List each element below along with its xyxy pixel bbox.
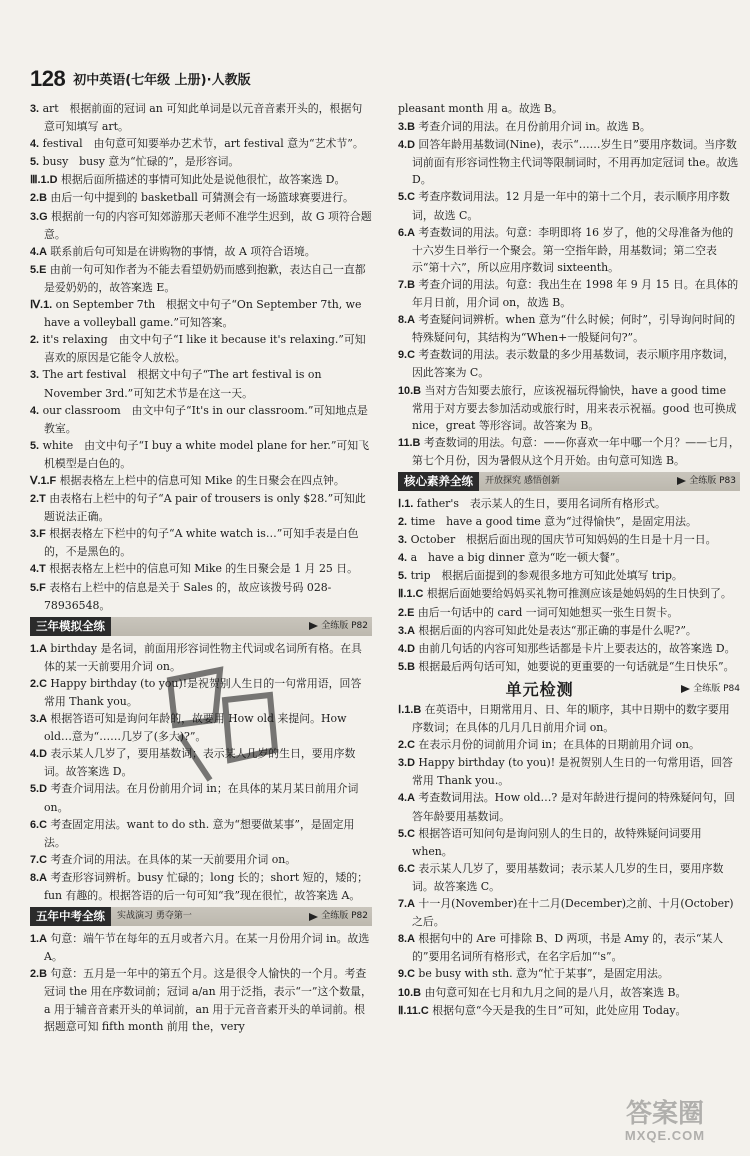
answer-number: Ⅰ.1.B <box>398 704 422 716</box>
answer-text: 考查数词的用法。句意：李明即将 16 岁了，他的父母准备为他的十六岁生日举行一个聚会。第一空指年龄，用基数词；第二空表示“第十六”，所以应用序数词 sixteenth。 <box>412 225 734 274</box>
answer-text: 考查数词的用法。句意：——你喜欢一年中哪一个月？——七月，第七个月份，因为暑假从这个月开始。由句意可知选 B。 <box>412 435 740 467</box>
answer-item <box>398 118 740 136</box>
answer-number: 3.A <box>398 624 415 637</box>
watermark-logo: 答案圈 <box>625 1098 704 1128</box>
answer-text: trip 根据后面提到的参观很多地方可知此处填写 trip。 <box>410 569 683 583</box>
answer-text: 根据表格左上栏中的信息可知 Mike 的生日聚会是 1 月 25 日。 <box>49 562 359 576</box>
answer-item <box>398 549 740 567</box>
section-title: 核心素养全练 <box>398 472 479 491</box>
answer-text: white 由文中句子“I buy a white model plane for her.”可知飞机模型是白色的。 <box>42 438 370 470</box>
answer-item <box>30 472 372 490</box>
answer-item <box>398 311 740 346</box>
answer-text: 回答年龄用基数词(Nine)，表示“……岁生日”要用序数词。当序数词前面有形容词性物主代词等限制词时，不用再加定冠词 the。故选 D。 <box>412 138 739 187</box>
page-header <box>30 62 730 92</box>
answer-item <box>398 895 740 930</box>
answer-number: Ⅴ.1.F <box>30 474 57 487</box>
answer-item <box>398 754 740 789</box>
answer-number: 4. <box>30 138 40 151</box>
left-column <box>30 100 372 1035</box>
answer-item <box>30 153 372 171</box>
answer-text: 考查介词的用法。句意：我出生在 1998 年 9 月 15 日。在具体的年月日前，用介词 on，故选 B。 <box>412 277 739 310</box>
answer-number: 7.C <box>30 853 47 866</box>
answer-text: 根据答语可知问句是询问别人的生日的，故特殊疑问词要用 when。 <box>412 826 702 858</box>
section-header <box>398 472 740 491</box>
answer-item <box>30 100 372 135</box>
answer-number: 3. <box>30 369 40 382</box>
section-title: 五年中考全练 <box>30 907 111 926</box>
answer-text: Happy birthday (to you)! 是祝贺别人生日的一句常用语，回答常用 Thank you.。 <box>412 756 733 788</box>
answer-item <box>30 208 372 243</box>
answer-item <box>398 860 740 895</box>
answer-text: 考查疑问词辨析。when 意为“什么时候；何时”，引导询问时间的特殊疑问句，其结构为“When+一般疑问句?”。 <box>412 313 736 345</box>
answer-item <box>30 296 372 331</box>
section-ref <box>677 473 736 490</box>
answer-number: 5.B <box>398 660 415 673</box>
answer-text: 考查介词的用法。在具体的某一天前要用介词 on。 <box>50 852 297 866</box>
answer-text: The art festival 根据文中句子“The art festival is on November 3rd.”可知艺术节是在这一天。 <box>42 368 322 400</box>
answer-number: 3.A <box>30 713 47 726</box>
answer-text: 在表示月份的词前用介词 in；在具体的日期前用介词 on。 <box>418 738 700 752</box>
section-header <box>30 617 372 636</box>
answer-item <box>30 851 372 869</box>
answer-number: 5. <box>30 439 40 452</box>
answer-number: 2. <box>398 516 408 529</box>
answer-text: pleasant month 用 a。故选 B。 <box>398 102 563 115</box>
answer-number: 4.D <box>398 642 415 655</box>
answer-number: 2.T <box>30 493 46 506</box>
section-ref-text: 全练版 P82 <box>321 911 368 922</box>
answer-item <box>30 402 372 437</box>
answer-number: 9.C <box>398 968 415 981</box>
section-header <box>30 907 372 926</box>
answer-item <box>30 560 372 578</box>
answer-number: Ⅳ.1. <box>30 299 53 312</box>
answer-item <box>30 780 372 815</box>
answer-text: 在英语中，日期常用月、日、年的顺序，其中日期中的数字要用序数词；在具体的几月几日前用介词 on。 <box>412 703 730 735</box>
answer-number: 3.D <box>398 757 415 770</box>
answer-item <box>398 658 740 676</box>
answer-number: 5. <box>30 156 40 169</box>
answer-item <box>398 382 740 434</box>
answer-text: October 根据后面出现的国庆节可知妈妈的生日是十月一日。 <box>410 533 717 547</box>
section-tag: 开放探究 感悟创新 <box>485 475 560 486</box>
answer-text: 由前几句话的内容可知那些话都是卡片上要表达的，故答案选 D。 <box>418 641 736 655</box>
answer-text: father's 表示某人的生日，要用名词所有格形式。 <box>416 496 666 510</box>
answer-number: 3. <box>30 103 40 115</box>
section-ref-text: 全练版 P83 <box>689 475 736 486</box>
answer-text: a have a big dinner 意为“吃一顿大餐”。 <box>410 551 627 565</box>
answer-number: Ⅰ.1. <box>398 497 414 510</box>
answer-number: 1.A <box>30 642 47 655</box>
answer-text: 考查介词用法。在月份前用介词 in；在具体的某月某日前用介词 on。 <box>44 782 359 814</box>
answer-number: 3.F <box>30 528 46 541</box>
answer-text: 考查形容词辨析。busy 忙碌的；long 长的；short 短的，矮的；fun 有趣的。根据答语的后一句可知“我”现在很忙，故答案选 A。 <box>44 870 369 903</box>
answer-text: 考查序数词用法。12 月是一年中的第十二个月，表示顺序用序数词，故选 C。 <box>412 190 730 222</box>
answer-text: 由表格右上栏中的句子“A pair of trousers is only $28.”可知此题说法正确。 <box>44 492 366 524</box>
answer-number: 5.D <box>30 783 47 796</box>
answer-text: 十一月(November)在十二月(December)之前、十月(October)之后。 <box>412 897 734 929</box>
answer-number: 2. <box>30 334 40 347</box>
answer-text: 根据后面的内容可知此处是表达“那正确的事是什么呢?”。 <box>418 623 697 637</box>
answer-item <box>30 869 372 904</box>
unit-ref-text: 全练版 P84 <box>693 683 740 694</box>
arrow-icon <box>309 622 318 630</box>
answer-text: 由后一句话中的 card 一词可知她想买一张生日贺卡。 <box>417 605 679 619</box>
answer-number: 10.B <box>398 384 422 397</box>
answer-number: 4.A <box>30 245 47 258</box>
answer-number: 8.A <box>398 933 415 946</box>
unit-title: 单元检测 <box>505 679 574 699</box>
answer-text: 当对方告知要去旅行，应该祝福玩得愉快，have a good time 常用于对方要去参加活动或旅行时，用来表示祝福。good 也可换成 nice，great 等形容词。故答案为 B。 <box>412 383 737 432</box>
answer-text: 由句意可知在七月和九月之间的是八月，故答案选 B。 <box>424 985 687 999</box>
answer-item <box>398 701 740 736</box>
answer-item <box>398 965 740 983</box>
answer-text: it's relaxing 由文中句子“I like it because it's relaxing.”可知喜欢的原因是它能令人放松。 <box>42 333 366 365</box>
section-title: 三年模拟全练 <box>30 617 111 636</box>
answer-item <box>30 171 372 189</box>
answer-text: 根据句意“今天是我的生日”可知，此处应用 Today。 <box>432 1003 687 1017</box>
answer-item <box>398 1002 740 1020</box>
answer-item <box>30 816 372 851</box>
answer-text: 考查数词用法。How old…? 是对年龄进行提问的特殊疑问句，回答年龄要用基数词。 <box>412 791 735 823</box>
answer-number: 6.A <box>398 226 415 239</box>
answer-number: 4. <box>30 404 40 417</box>
answer-item <box>398 825 740 860</box>
answer-item <box>30 261 372 296</box>
answer-text: 句意：五月是一年中的第五个月。这是很令人愉快的一个月。考查冠词 the 用在序数词前；冠词 a/an 用于泛指，表示“一”这个数量，a 用于辅音音素开头的单词前，an 用于元音音素开头的单词前。根据题意可知 fifth month 前用 the，very <box>44 967 372 1033</box>
answer-item <box>398 984 740 1002</box>
answer-number: 5. <box>398 570 408 583</box>
answer-number: 8.A <box>30 871 47 884</box>
answer-text: 表示某人几岁了，要用基数词；表示某人几岁的生日，要用序数词。故答案选 C。 <box>412 861 724 893</box>
answer-number: Ⅱ.1.C <box>398 588 424 601</box>
answer-number: 4.A <box>398 792 415 805</box>
answer-item <box>398 188 740 223</box>
answer-text: 根据表格左上栏中的信息可知 Mike 的生日聚会在四点钟。 <box>59 473 345 487</box>
answer-number: 2.E <box>398 606 415 619</box>
section-ref <box>309 908 368 925</box>
answer-number: 9.C <box>398 349 415 362</box>
answer-number: 8.A <box>398 314 415 327</box>
answer-item <box>398 495 740 513</box>
answer-number: 5.C <box>398 191 415 204</box>
answer-number: 6.C <box>398 862 415 875</box>
answer-text: be busy with sth. 意为“忙于某事”，是固定用法。 <box>418 967 669 981</box>
answer-item <box>30 579 372 614</box>
answer-text: 根据最后两句话可知，她要说的更重要的一句话就是“生日快乐”。 <box>418 659 735 673</box>
answer-number: 3.B <box>398 121 415 134</box>
answer-item <box>30 675 372 710</box>
answer-text: birthday 是名词，前面用形容词性物主代词或名词所有格。在具体的某一天前要用介词 on。 <box>44 641 362 673</box>
answer-item <box>30 640 372 675</box>
answer-text: 根据表格左下栏中的句子“A white watch is…”可知手表是白色的，不是黑色的。 <box>44 527 359 559</box>
answer-item <box>30 965 372 1034</box>
answer-number: 6.C <box>30 818 47 831</box>
answer-text: 根据后面所描述的事情可知此处是说他很忙，故答案选 D。 <box>60 173 346 187</box>
answer-item <box>398 531 740 549</box>
answer-text: festival 由句意可知要举办艺术节，art festival 意为“艺术节”。 <box>42 137 364 151</box>
site-watermark <box>590 1098 740 1148</box>
answer-item <box>398 604 740 622</box>
answer-text: busy busy 意为“忙碌的”，是形容词。 <box>42 155 240 169</box>
answer-number: 4.D <box>30 748 47 761</box>
answer-item <box>30 930 372 965</box>
answer-number: 2.B <box>30 192 47 205</box>
answer-text: 根据句中的 Are 可排除 B、D 两项，书是 Amy 的，表示“某人的”要用名词所有格形式，在名字后加“'s”。 <box>412 932 724 964</box>
answer-text: on September 7th 根据文中句子“On September 7th, we have a volleyball game.”可知答案。 <box>44 298 362 330</box>
answer-item <box>30 490 372 525</box>
answer-text: 根据答语可知是询问年龄的，故要用 How old 来提问。How old…意为“……几岁了(多大)?”。 <box>44 712 347 744</box>
arrow-icon <box>681 685 690 693</box>
answer-text: 由后一句中提到的 basketball 可猜测会有一场篮球赛要进行。 <box>50 191 354 205</box>
answer-item <box>30 525 372 560</box>
watermark-url: MXQE.COM <box>624 1128 706 1143</box>
answer-text: Happy birthday (to you)!是祝贺别人生日的一句常用语，回答常用 Thank you。 <box>44 676 362 708</box>
answer-item <box>30 331 372 366</box>
answer-text: our classroom 由文中句子“It's in our classroom.”可知地点是教室。 <box>42 403 368 435</box>
answer-number: Ⅱ.11.C <box>398 1004 429 1017</box>
answer-item <box>398 789 740 824</box>
answer-text: 根据后面她要给妈妈买礼物可推测应该是她妈妈的生日快到了。 <box>426 587 732 601</box>
answer-number: 4.T <box>30 563 46 576</box>
answer-item <box>30 243 372 261</box>
answer-item <box>398 346 740 381</box>
page-number: 128 <box>30 66 66 91</box>
answer-number: Ⅲ.1.D <box>30 174 58 187</box>
section-tag: 实战演习 勇夺第一 <box>117 911 192 922</box>
answer-number: 1.A <box>30 933 47 946</box>
answer-text: 联系前后句可知是在讲购物的事情，故 A 项符合语境。 <box>50 244 316 258</box>
answer-number: 3.G <box>30 210 48 223</box>
answer-item <box>398 136 740 188</box>
answer-item <box>398 567 740 585</box>
answer-number: 7.B <box>398 278 415 291</box>
answer-text: art 根据前面的冠词 an 可知此单词是以元音音素开头的，根据句意可知填写 art。 <box>42 102 363 134</box>
answer-number: 2.C <box>398 739 415 752</box>
answer-text: 考查介词的用法。在月份前用介词 in。故选 B。 <box>418 120 651 134</box>
answer-text: 表格右上栏中的信息是关于 Sales 的，故应该拨号码 028-78936548。 <box>44 580 332 612</box>
answer-number: 2.B <box>30 968 47 981</box>
answer-text: 根据前一句的内容可知郊游那天老师不准学生迟到，故 G 项符合题意。 <box>44 209 372 241</box>
right-column <box>398 100 740 1020</box>
unit-header <box>398 681 740 698</box>
answer-item <box>398 276 740 311</box>
answer-item <box>30 135 372 153</box>
answer-text: 考查数词的用法。表示数量的多少用基数词，表示顺序用序数词，因此答案为 C。 <box>412 348 735 380</box>
answer-number: 5.C <box>398 827 415 840</box>
answer-item <box>398 930 740 965</box>
book-title: 初中英语(七年级 上册)·人教版 <box>73 73 251 88</box>
answer-item <box>398 622 740 640</box>
answer-number: 5.E <box>30 263 47 276</box>
answer-item <box>30 437 372 472</box>
answer-item <box>398 513 740 531</box>
unit-ref <box>681 681 740 698</box>
answer-number: 4.D <box>398 139 415 152</box>
answer-item <box>30 710 372 745</box>
answer-number: 4. <box>398 552 408 565</box>
answer-number: 11.B <box>398 436 421 449</box>
answer-number: 5.F <box>30 581 46 594</box>
answer-item <box>398 434 740 469</box>
answer-text: 考查固定用法。want to do sth. 意为“想要做某事”，是固定用法。 <box>44 817 355 849</box>
answer-number: 3. <box>398 534 408 547</box>
answer-item <box>30 189 372 207</box>
section-ref-text: 全练版 P82 <box>321 620 368 631</box>
answer-item <box>398 736 740 754</box>
answer-item <box>398 224 740 276</box>
answer-text: 句意：端午节在每年的五月或者六月。在某一月份用介词 in。故选 A。 <box>44 932 370 964</box>
arrow-icon <box>309 913 318 921</box>
answer-text: 由前一句可知作者为不能去看望奶奶而感到抱歉，表达自己一直都是爱奶奶的，故答案选 E。 <box>44 262 366 294</box>
answer-item <box>398 585 740 603</box>
arrow-icon <box>677 477 686 485</box>
answer-item <box>398 640 740 658</box>
answer-number: 2.C <box>30 677 47 690</box>
answer-text: 表示某人几岁了，要用基数词；表示某人几岁的生日，要用序数词。故答案选 D。 <box>44 747 356 779</box>
answer-item <box>30 366 372 401</box>
answer-item <box>30 745 372 780</box>
answer-number: 10.B <box>398 986 422 999</box>
section-ref <box>309 618 368 635</box>
answer-number: 7.A <box>398 898 415 911</box>
answer-text: time have a good time 意为“过得愉快”，是固定用法。 <box>410 515 697 529</box>
answer-item <box>398 100 740 118</box>
